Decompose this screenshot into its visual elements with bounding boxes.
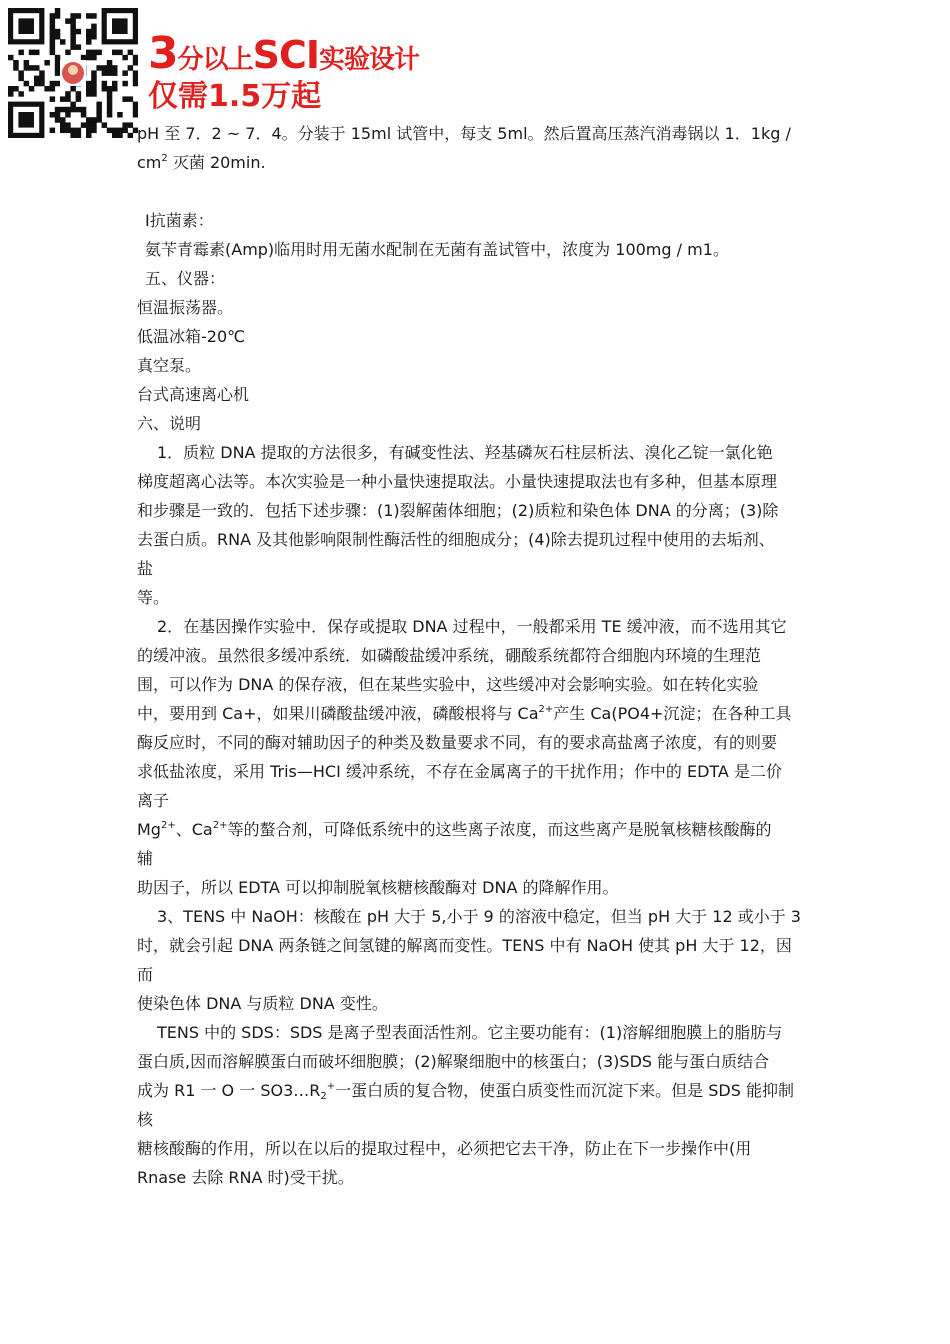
text-line: 使染色体 DNA 与质粒 DNA 变性。 bbox=[137, 994, 388, 1013]
text-line: pH 至 7．2 ~ 7．4。分装于 15ml 试管中，每支 5ml。然后置高压蒸汽消毒锅以 1．1kg / bbox=[137, 124, 791, 143]
text-line: 求低盐浓度，采用 Tris—HCI 缓冲系统，不存在金属离子的干扰作用；作中的 EDTA 是二价 bbox=[137, 762, 782, 781]
text-line: 低温冰箱-20℃ bbox=[137, 327, 246, 346]
text-line: 围，可以作为 DNA 的保存液，但在某些实验中，这些缓冲对会影响实验。如在转化实验 bbox=[137, 675, 759, 694]
text-line: 酶反应时，不同的酶对辅助因子的种类及数量要求不同，有的要求高盐离子浓度，有的则要 bbox=[137, 733, 778, 752]
blank-line bbox=[137, 177, 817, 206]
text-line: 离子 bbox=[137, 791, 170, 810]
promo-text-b: 实验设计 bbox=[319, 45, 420, 75]
text-line: 梯度超离心法等。本次实验是一种小量快速提取法。小量快速提取法也有多种，但基本原理 bbox=[137, 472, 778, 491]
text-line: 辅 bbox=[137, 849, 154, 868]
text-line: 氨苄青霉素(Amp)临用时用无菌水配制在无菌有盖试管中，浓度为 100mg / m1。 bbox=[145, 240, 729, 259]
text-line: 盐 bbox=[137, 559, 154, 578]
text-line: 时，就会引起 DNA 两条链之间氢键的解离而变性。TENS 中有 NaOH 使其 pH 大于 12，因 bbox=[137, 936, 792, 955]
text-line: 和步骤是一致的．包括下述步骤：(1)裂解菌体细胞；(2)质粒和染色体 DNA 的分离；(3)除 bbox=[137, 501, 779, 520]
document-body bbox=[137, 119, 817, 1192]
promo-number: 3 bbox=[148, 28, 178, 79]
text-line: 3、TENS 中 NaOH：核酸在 pH 大于 5,小于 9 的溶液中稳定，但当 pH 大于 12 或小于 3 bbox=[157, 907, 801, 926]
text-line: 核 bbox=[137, 1110, 154, 1129]
text-line: 的缓冲液。虽然很多缓冲系统．如磷酸盐缓冲系统，硼酸系统都符合细胞内环境的生理范 bbox=[137, 646, 762, 665]
text-line: 助因子，所以 EDTA 可以抑制脱氧核糖核酸酶对 DNA 的降解作用。 bbox=[137, 878, 619, 897]
text-line: $Mg^{2+}$、$Ca^{2+}$等的螯合剂，可降低系统中的这些离子浓度，而这些离产是脱氧核糖核酸酶的 bbox=[137, 820, 772, 839]
promo-banner bbox=[148, 30, 419, 113]
text-line: 恒温振荡器。 bbox=[137, 298, 234, 317]
promo-text-a: 分以上 bbox=[177, 45, 253, 75]
text-line: 蛋白质,因而溶解膜蛋白而破坏细胞膜；(2)解聚细胞中的核蛋白；(3)SDS 能与蛋白质结合 bbox=[137, 1052, 770, 1071]
promo-headline bbox=[148, 30, 419, 78]
text-line: 台式高速离心机 bbox=[137, 385, 250, 404]
text-line: Rnase 去除 RNA 时)受干扰。 bbox=[137, 1168, 354, 1187]
text-line: 真空泵。 bbox=[137, 356, 202, 375]
text-line: 等。 bbox=[137, 588, 170, 607]
text-line: TENS 中的 SDS：SDS 是离子型表面活性剂。它主要功能有：(1)溶解细胞膜上的脂肪与 bbox=[157, 1023, 783, 1042]
text-line: 1．质粒 DNA 提取的方法很多，有碱变性法、羟基磷灰石柱层析法、溴化乙锭一氯化铯 bbox=[157, 443, 773, 462]
text-line: Ⅰ抗菌素： bbox=[145, 211, 214, 230]
section-heading: 五、仪器： bbox=[145, 269, 226, 288]
text-line: 2．在基因操作实验中．保存或提取 DNA 过程中，一般都采用 TE 缓冲液，而不选用其它 bbox=[157, 617, 787, 636]
text-line: 而 bbox=[137, 965, 154, 984]
section-heading: 六、说明 bbox=[137, 414, 202, 433]
qr-code bbox=[8, 8, 138, 138]
text-line: $cm^2$ 灭菌 20min. bbox=[137, 153, 266, 172]
qr-code-graphic bbox=[8, 8, 138, 138]
text-line: 去蛋白质。RNA 及其他影响限制性酶活性的细胞成分；(4)除去提玑过程中使用的去垢剂、 bbox=[137, 530, 775, 549]
promo-price: 仅需1.5万起 bbox=[148, 79, 322, 115]
text-line: 成为 R1 一 O 一 $SO3\dots R_2^+$一蛋白质的复合物，使蛋白质变性而沉淀下来。但是 SDS 能抑制 bbox=[137, 1081, 794, 1102]
promo-sci: SCI bbox=[252, 33, 320, 77]
text-line: 中，要用到 Ca+，如果川磷酸盐缓冲液，磷酸根将与 $Ca^{2+}$产生 Ca(PO4+沉淀；在各种工具 bbox=[137, 704, 792, 723]
text-line: 糖核酸酶的作用，所以在以后的提取过程中，必须把它去干净，防止在下一步操作中(用 bbox=[137, 1139, 752, 1158]
